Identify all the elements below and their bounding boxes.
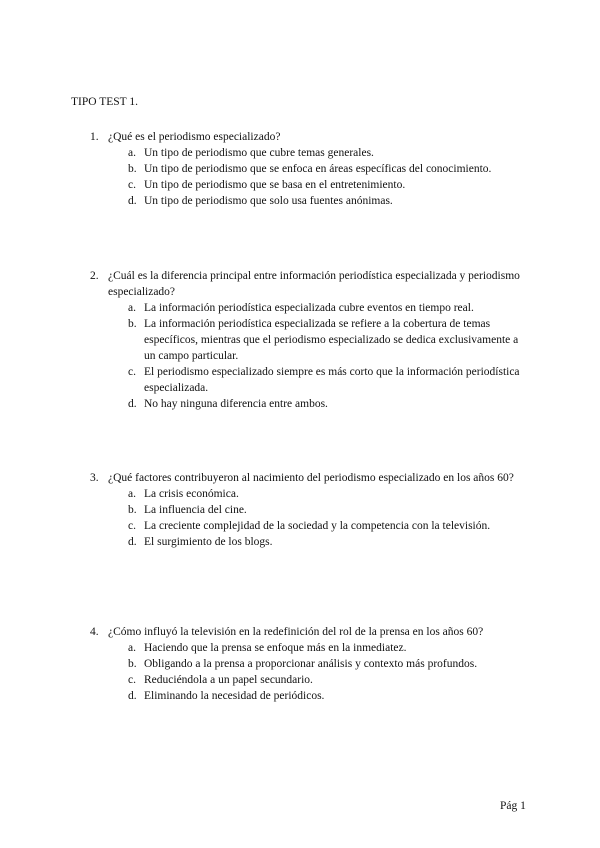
option-b [128, 502, 530, 518]
option-text: El periodismo especializado siempre es más corto que la información periodística especializada. [144, 366, 520, 394]
option-letter: a. [128, 302, 136, 314]
options-list [90, 640, 530, 704]
question-4 [90, 624, 530, 704]
document-title: TIPO TEST 1. [71, 96, 138, 108]
option-a [128, 486, 530, 502]
option-text: Reduciéndola a un papel secundario. [144, 674, 313, 686]
option-text: La información periodística especializada se refiere a la cobertura de temas específicos, mientras que el periodismo especializado se dedica exclusivamente a un campo particular. [144, 318, 519, 362]
option-letter: d. [128, 195, 137, 207]
option-letter: b. [128, 318, 137, 330]
option-letter: a. [128, 642, 136, 654]
question-text: ¿Cuál es la diferencia principal entre información periodística especializada y periodismo especializado? [108, 270, 520, 298]
option-letter: c. [128, 520, 136, 532]
question-number: 2. [90, 270, 99, 282]
question-text: ¿Qué factores contribuyeron al nacimiento del periodismo especializado en los años 60? [108, 472, 514, 484]
option-text: La información periodística especializada cubre eventos en tiempo real. [144, 302, 474, 314]
option-text: Eliminando la necesidad de periódicos. [144, 690, 325, 702]
option-letter: a. [128, 488, 136, 500]
option-text: Obligando a la prensa a proporcionar análisis y contexto más profundos. [144, 658, 478, 670]
option-d [128, 396, 530, 412]
option-text: Haciendo que la prensa se enfoque más en la inmediatez. [144, 642, 407, 654]
option-letter: a. [128, 147, 136, 159]
option-d [128, 534, 530, 550]
option-letter: c. [128, 674, 136, 686]
option-c [128, 177, 530, 193]
option-text: No hay ninguna diferencia entre ambos. [144, 398, 328, 410]
option-letter: d. [128, 536, 137, 548]
option-d [128, 193, 530, 209]
option-a [128, 145, 530, 161]
question-1 [90, 129, 530, 209]
option-text: Un tipo de periodismo que se basa en el entretenimiento. [144, 179, 406, 191]
option-b [128, 316, 530, 364]
options-list [90, 486, 530, 550]
option-text: El surgimiento de los blogs. [144, 536, 273, 548]
page-number: Pág 1 [500, 800, 526, 812]
options-list [90, 300, 530, 412]
option-d [128, 688, 530, 704]
option-b [128, 656, 530, 672]
option-text: Un tipo de periodismo que cubre temas generales. [144, 147, 374, 159]
option-letter: b. [128, 504, 137, 516]
option-a [128, 640, 530, 656]
options-list [90, 145, 530, 209]
option-c [128, 672, 530, 688]
option-text: La influencia del cine. [144, 504, 247, 516]
option-text: Un tipo de periodismo que solo usa fuentes anónimas. [144, 195, 393, 207]
question-number: 3. [90, 472, 99, 484]
option-letter: b. [128, 658, 137, 670]
question-3 [90, 470, 530, 550]
question-number: 4. [90, 626, 99, 638]
option-text: La creciente complejidad de la sociedad y la competencia con la televisión. [144, 520, 491, 532]
option-c [128, 364, 530, 396]
question-2 [90, 268, 530, 412]
option-b [128, 161, 530, 177]
option-letter: d. [128, 690, 137, 702]
option-text: La crisis económica. [144, 488, 239, 500]
option-letter: b. [128, 163, 137, 175]
option-letter: d. [128, 398, 137, 410]
question-text: ¿Cómo influyó la televisión en la redefinición del rol de la prensa en los años 60? [108, 626, 484, 638]
option-letter: c. [128, 366, 136, 378]
option-a [128, 300, 530, 316]
option-text: Un tipo de periodismo que se enfoca en áreas específicas del conocimiento. [144, 163, 492, 175]
option-c [128, 518, 530, 534]
question-text: ¿Qué es el periodismo especializado? [108, 131, 281, 143]
question-number: 1. [90, 131, 99, 143]
option-letter: c. [128, 179, 136, 191]
